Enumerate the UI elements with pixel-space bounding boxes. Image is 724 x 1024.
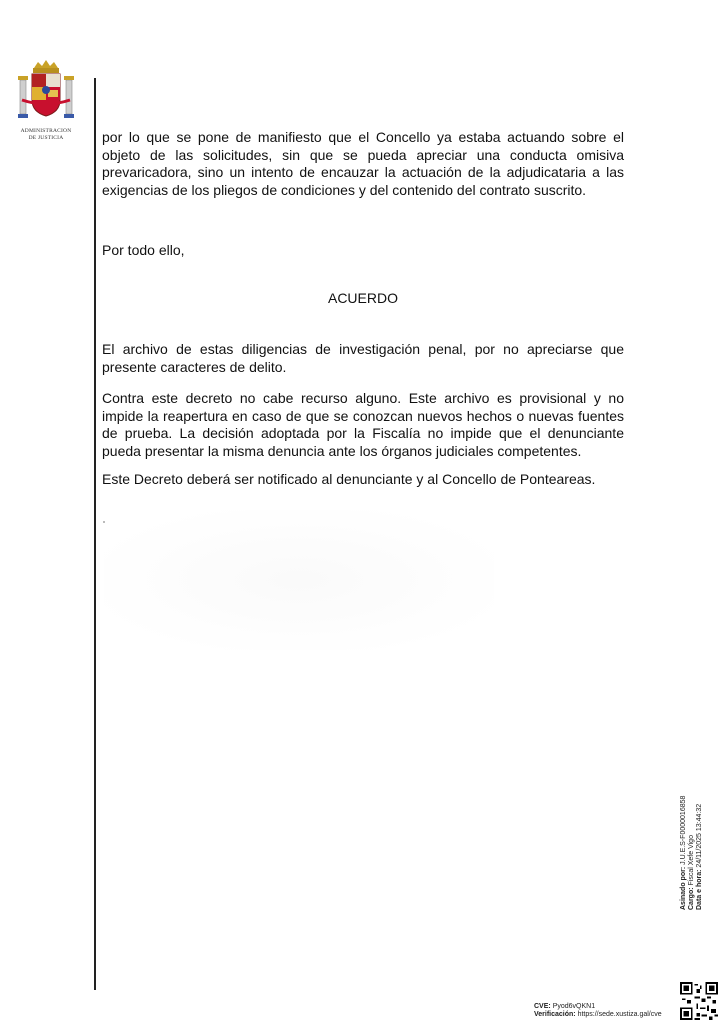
margin-rule <box>94 78 96 990</box>
cve-label: CVE: <box>534 1003 551 1010</box>
signed-by-line <box>680 788 688 910</box>
verification-link[interactable]: https://sede.xustiza.gal/cve <box>577 1011 662 1018</box>
datetime-line <box>696 788 704 910</box>
logo-caption-line1: ADMINISTRACION <box>20 128 72 134</box>
verification-label: Verificación: <box>534 1011 576 1018</box>
position-value: Fiscal Xefe Vigo <box>688 835 695 886</box>
verification-footer <box>534 1003 662 1019</box>
logo-caption-line2: DE JUSTICIA <box>28 134 64 141</box>
position-line <box>688 788 696 910</box>
paragraph-5: Este Decreto deberá ser notificado al denunciante y al Concello de Ponteareas. <box>102 471 596 487</box>
signed-by-value: J.U.E.S-F0000016858 <box>680 795 687 865</box>
logo-caption <box>8 128 84 141</box>
datetime-value: 24/11/2025 13:44:32 <box>696 803 703 868</box>
cve-line <box>534 1003 662 1011</box>
heading-acuerdo: ACUERDO <box>327 290 398 306</box>
signed-by-label: Asinado por: <box>680 866 687 910</box>
position-label: Cargo: <box>688 887 695 910</box>
paragraph-2: Por todo ello, <box>102 242 185 258</box>
paragraph-1: por lo que se pone de manifiesto que el Concello ya estaba actuando sobre el objeto de las solicitudes, sin que se pueda apreciar una conducta omisiva prevaricadora, sino un intento de encauzar la actuación de la adjudicataria a las exigencias de los pliegos de condiciones y del contenido del contrato suscrito. <box>102 129 624 198</box>
redaction-mark <box>103 521 105 523</box>
paragraph-3: El archivo de estas diligencias de investigación penal, por no apreciarse que presente caracteres de delito. <box>102 341 624 375</box>
digital-signature-block <box>680 788 704 910</box>
datetime-label: Data e hora: <box>696 869 703 910</box>
redacted-signature-area <box>104 510 494 650</box>
paragraph-4: Contra este decreto no cabe recurso alguno. Este archivo es provisional y no impide la reapertura en caso de que se conozcan nuevos hechos o nuevas fuentes de prueba. La decisión adoptada por la Fiscalía no impide que el denunciante pueda presentar la misma denuncia ante los órganos judiciales competentes. <box>102 390 624 459</box>
qr-code-icon[interactable] <box>680 982 718 1020</box>
cve-value: Pyod6vQKN1 <box>552 1003 596 1010</box>
verification-line <box>534 1011 662 1019</box>
